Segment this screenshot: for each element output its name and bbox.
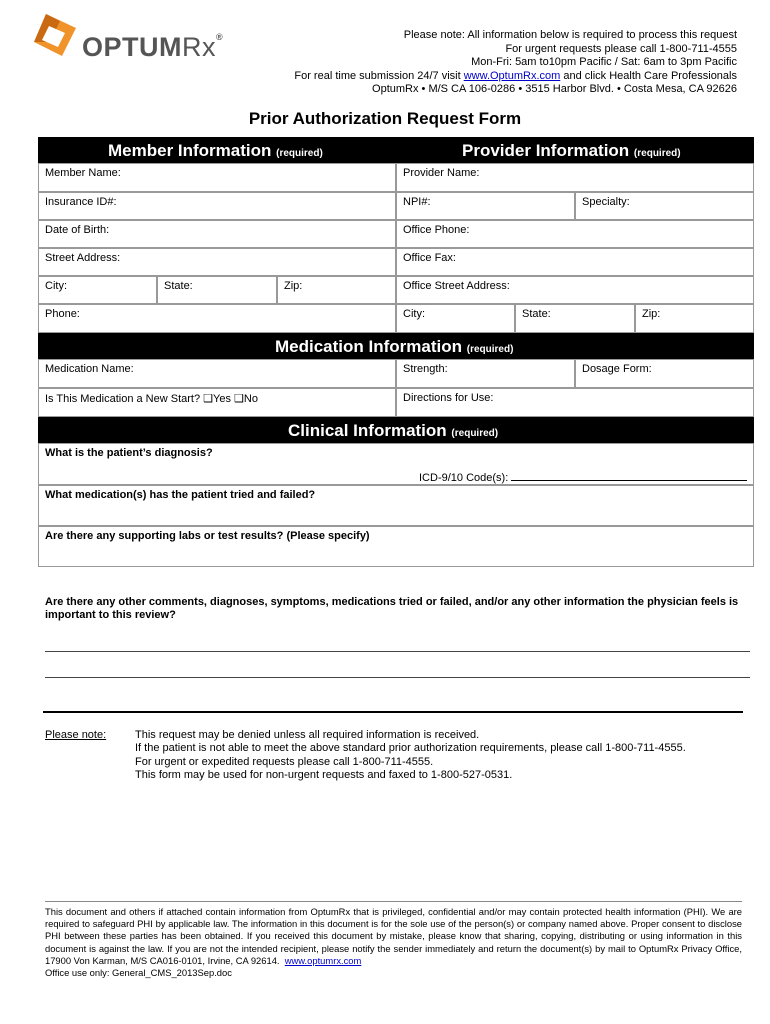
- header-notes: [294, 29, 737, 97]
- provider-zip-field[interactable]: Zip:: [635, 304, 754, 333]
- footer-divider: [45, 901, 742, 902]
- insurance-id-field[interactable]: Insurance ID#:: [38, 192, 396, 220]
- office-use-note: Office use only: General_CMS_2013Sep.doc: [45, 967, 232, 979]
- form-title: Prior Authorization Request Form: [248, 109, 522, 128]
- member-state-field[interactable]: State:: [157, 276, 277, 304]
- office-phone-field[interactable]: Office Phone:: [396, 220, 754, 248]
- please-note-text: [135, 729, 686, 783]
- medication-information-heading: Medication Information (required): [275, 337, 514, 356]
- comments-line-1[interactable]: [45, 651, 750, 652]
- header-line-required: Please note: All information below is required to process this request: [403, 29, 737, 41]
- please-note-label: Please note:: [45, 729, 107, 741]
- optumrx-footer-link[interactable]: www.optumrx.com: [284, 954, 362, 966]
- header-line-address: OptumRx • M/S CA 106-0286 • 3515 Harbor Blvd. • Costa Mesa, CA 92626: [372, 83, 737, 95]
- new-start-yes-checkbox[interactable]: ❑: [203, 393, 214, 405]
- header-line-hours: Mon-Fri: 5am to10pm Pacific / Sat: 6am to 3pm Pacific: [471, 56, 737, 68]
- please-note-line-3: For urgent or expedited requests please call 1-800-711-4555.: [135, 755, 434, 768]
- medication-name-field[interactable]: Medication Name:: [38, 359, 396, 388]
- provider-name-field[interactable]: Provider Name:: [396, 163, 754, 192]
- icd-code-field[interactable]: ICD-9/10 Code(s):: [419, 472, 747, 484]
- provider-city-field[interactable]: City:: [396, 304, 515, 333]
- member-city-field[interactable]: City:: [38, 276, 157, 304]
- member-zip-field[interactable]: Zip:: [277, 276, 396, 304]
- office-fax-field[interactable]: Office Fax:: [396, 248, 754, 276]
- optumrx-logo-mark-icon: [32, 12, 78, 58]
- tried-and-failed-field[interactable]: What medication(s) has the patient tried and failed?: [38, 485, 754, 526]
- specialty-field[interactable]: Specialty:: [575, 192, 754, 220]
- please-note-line-1: This request may be denied unless all required information is received.: [135, 729, 480, 741]
- please-note-line-4: This form may be used for non-urgent requests and faxed to 1-800-527-0531.: [135, 769, 513, 782]
- provider-state-field[interactable]: State:: [515, 304, 635, 333]
- optumrx-logo-text: OPTUMRx®: [82, 32, 224, 62]
- new-start-no-checkbox[interactable]: ❑: [234, 393, 244, 405]
- other-comments-question: Are there any other comments, diagnoses, symptoms, medications tried or failed, and/or any other information the physician feels is important to this review?: [45, 596, 739, 621]
- member-provider-section-bar: [38, 137, 754, 163]
- strength-field[interactable]: Strength:: [396, 359, 575, 388]
- member-name-field[interactable]: Member Name:: [38, 163, 396, 192]
- diagnosis-field[interactable]: What is the patient’s diagnosis? ICD-9/10 Code(s):: [38, 443, 754, 485]
- header-line-submission: For real time submission 24/7 visit www.OptumRx.com and click Health Care Professionals: [294, 69, 737, 82]
- new-start-question: Is This Medication a New Start? ❑Yes ❑No: [38, 388, 396, 417]
- please-note-line-2: If the patient is not able to meet the above standard prior authorization requirements, please call 1-800-711-4555.: [135, 742, 686, 755]
- header-line-urgent: For urgent requests please call 1-800-711-4555: [505, 42, 737, 55]
- comments-line-2[interactable]: [45, 677, 750, 678]
- office-street-address-field[interactable]: Office Street Address:: [396, 276, 754, 304]
- clinical-information-heading: Clinical Information (required): [288, 421, 499, 440]
- provider-information-heading: Provider Information (required): [462, 141, 681, 160]
- optumrx-website-link[interactable]: www.OptumRx.com: [463, 69, 561, 82]
- npi-field[interactable]: NPI#:: [396, 192, 575, 220]
- supporting-labs-field[interactable]: Are there any supporting labs or test results? (Please specify): [38, 526, 754, 567]
- confidentiality-notice: This document and others if attached contain information from OptumRx that is privileged, confidential and/or may contain protected health information (PHI). We are required to safeguard PHI by applicable law. The information in this document is for the sole use of the person(s) or company named above. Proper consent to disclose PHI between these parties has been obtained. If you received this document by mistake, please know that sharing, copying, distributing or using information in this document is against the law. If you are not the intended recipient, please notify the sender immediately and return the document(s) by mail to OptumRx Privacy Office, 17900 Von Karman, M/S CA016-0101, Irvine, CA 92614. www.optumrx.com Office use only: General_CMS_2013Sep.doc: [45, 906, 742, 979]
- medication-section-bar: [38, 333, 754, 359]
- clinical-section-bar: [38, 417, 754, 443]
- member-street-address-field[interactable]: Street Address:: [38, 248, 396, 276]
- member-phone-field[interactable]: Phone:: [38, 304, 396, 333]
- date-of-birth-field[interactable]: Date of Birth:: [38, 220, 396, 248]
- member-information-heading: Member Information (required): [108, 141, 323, 160]
- directions-for-use-field[interactable]: Directions for Use:: [396, 388, 754, 417]
- dosage-form-field[interactable]: Dosage Form:: [575, 359, 754, 388]
- optumrx-logo: [32, 12, 232, 72]
- section-divider: [43, 711, 743, 713]
